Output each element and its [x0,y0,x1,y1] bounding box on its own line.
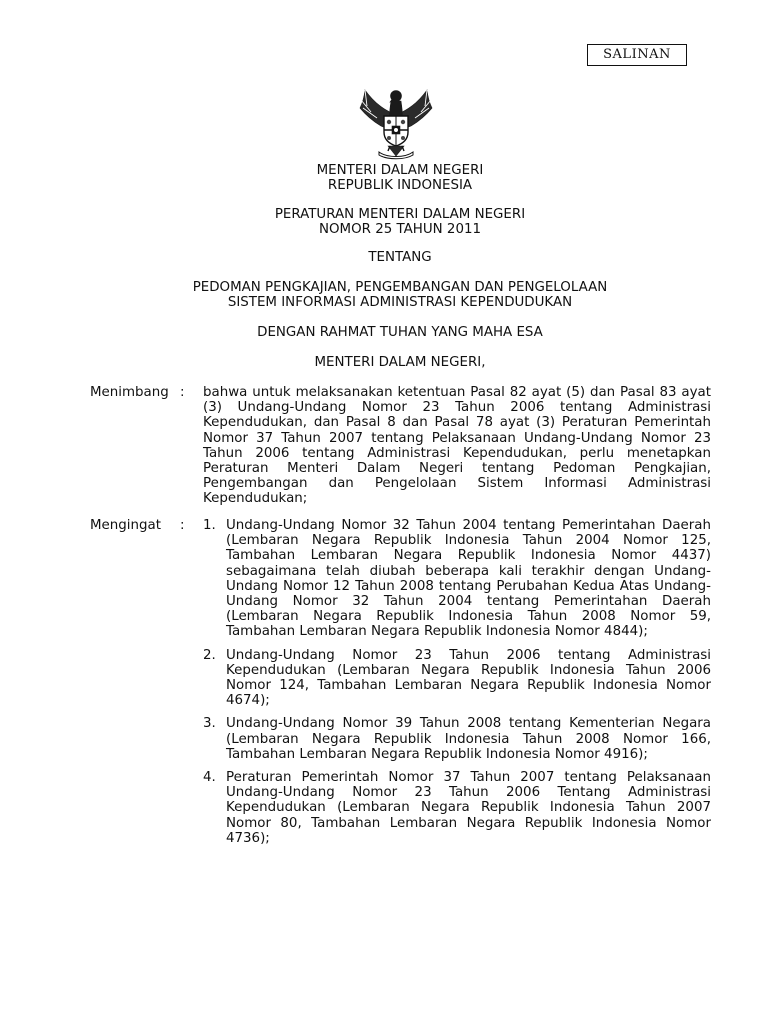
list-item-number: 1. [203,518,216,533]
authority-line-2: REPUBLIK INDONESIA [327,178,473,193]
about-heading: TENTANG [368,250,432,265]
list-item [203,770,711,846]
menimbang-colon: : [180,385,185,400]
subject-line-1: PEDOMAN PENGKAJIAN, PENGEMBANGAN DAN PENGELOLAAN [192,280,608,295]
list-item [203,648,711,709]
mengingat-label: Mengingat [90,518,161,533]
list-item-number: 3. [203,716,216,732]
list-item-text: Undang-Undang Nomor 23 Tahun 2006 tentang Administrasi Kependudukan (Lembaran Negara Republik Indonesia Tahun 2006 Nomor 124, Tambahan Lembaran Negara Republik Indonesia Nomor 4674); [226,647,711,709]
list-item [203,716,711,762]
list-item [203,518,711,640]
salinan-stamp: SALINAN [587,44,687,66]
invocation: DENGAN RAHMAT TUHAN YANG MAHA ESA [257,325,543,340]
list-item-text: Peraturan Pemerintah Nomor 37 Tahun 2007 tentang Pelaksanaan Undang-Undang Nomor 23 Tahun 2006 Tentang Administrasi Kependudukan (Lembaran Negara Republik Indonesia Tahun 2007 Nomor 80, Tambahan Lembaran Negara Republik Indonesia Nomor 4736); [226,770,711,846]
mengingat-list [203,518,711,854]
list-item-text: Undang-Undang Nomor 32 Tahun 2004 tentang Pemerintahan Daerah (Lembaran Negara Republik Indonesia Tahun 2004 Nomor 125, Tambahan Lembaran Negara Republik Indonesia Nomor 4437) sebagaimana telah diubah beberapa kali terakhir dengan Undang-Undang Nomor 12 Tahun 2008 tentang Perubahan Kedua Atas Undang-Undang Nomor 32 Tahun 2004 tentang Pemerintahan Daerah (Lembaran Negara Republik Indonesia Tahun 2008 Nomor 59, Tambahan Lembaran Negara Republik Indonesia Nomor 4844); [226,518,711,640]
menimbang-text: bahwa untuk melaksanakan ketentuan Pasal 82 ayat (5) dan Pasal 83 ayat (3) Undang-Undang Nomor 23 Tahun 2006 tentang Administrasi Kependudukan, dan Pasal 8 dan Pasal 78 ayat (3) Peraturan Pemerintah Nomor 37 Tahun 2007 tentang Pelaksanaan Undang-Undang Nomor 23 Tahun 2006 tentang Administrasi Kependudukan, perlu menetapkan Peraturan Menteri Dalam Negeri tentang Pedoman Pengkajian, Pengembangan dan Pengelolaan Sistem Informasi Administrasi Kependudukan; [203,385,711,507]
authority-line-1: MENTERI DALAM NEGERI [316,163,484,178]
list-item-number: 4. [203,770,216,786]
list-item-number: 2. [203,647,216,663]
menimbang-label: Menimbang [90,385,169,400]
garuda-pancasila-emblem-icon [357,84,435,160]
regulation-number: NOMOR 25 TAHUN 2011 [318,222,482,237]
list-item-text: Undang-Undang Nomor 39 Tahun 2008 tentang Kementerian Negara (Lembaran Negara Republik Indonesia Tahun 2008 Nomor 166, Tambahan Lembaran Negara Republik Indonesia Nomor 4916); [226,716,711,762]
subject-line-2: SISTEM INFORMASI ADMINISTRASI KEPENDUDUKAN [227,295,573,310]
mengingat-colon: : [180,518,185,533]
issuer-title: MENTERI DALAM NEGERI, [314,355,486,370]
regulation-title-line-1: PERATURAN MENTERI DALAM NEGERI [274,207,526,222]
